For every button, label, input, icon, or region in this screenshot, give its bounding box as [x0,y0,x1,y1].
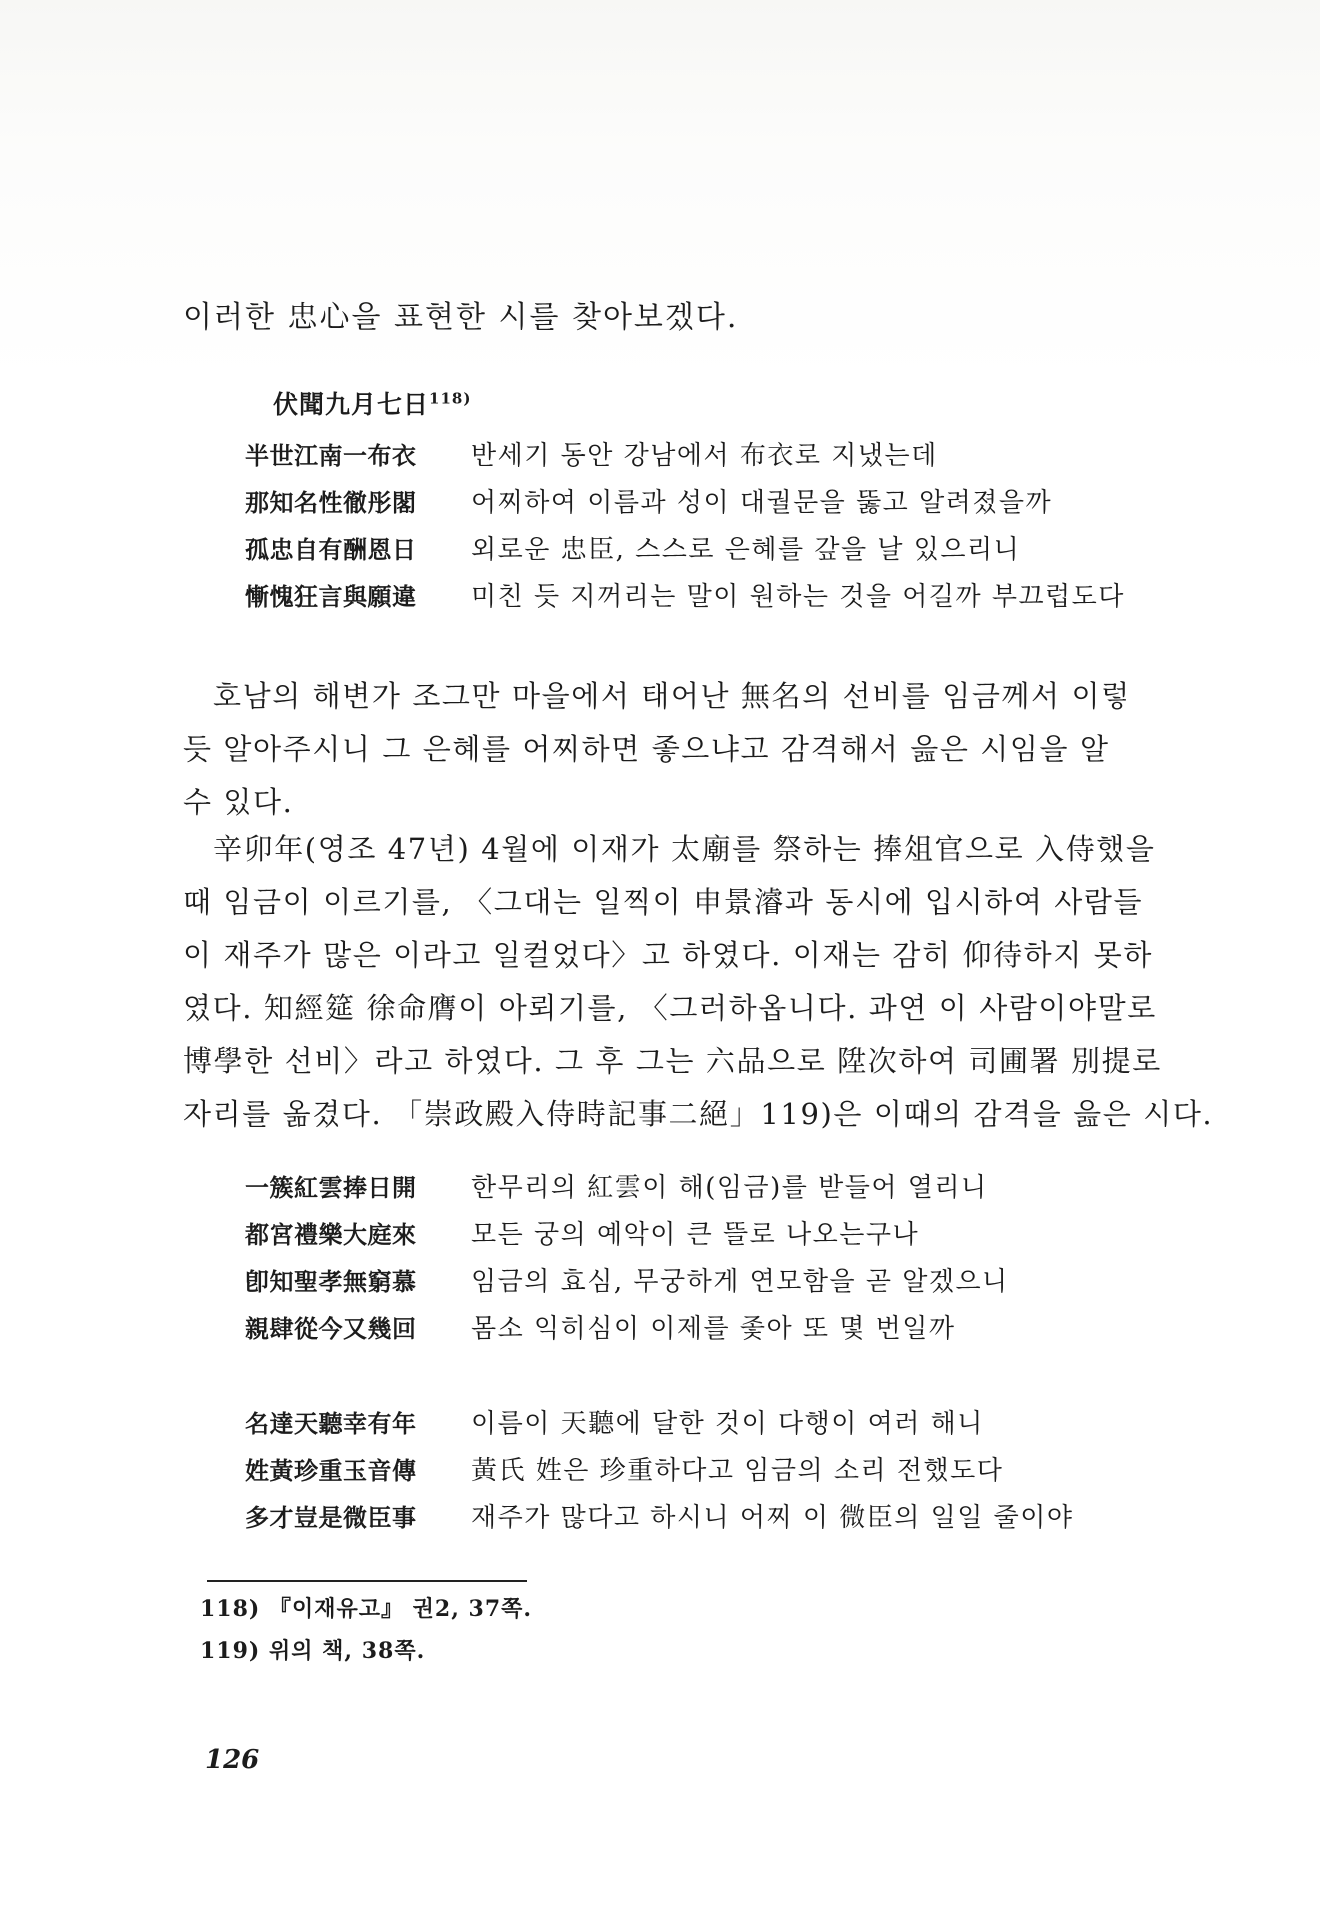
footnote-119: 119) 위의 책, 38쪽. [200,1638,426,1664]
poem-line-korean: 黃氏 姓은 珍重하다고 임금의 소리 전했도다 [471,1456,1004,1486]
poem-line-hanja: 親肆從今又幾回 [245,1314,417,1343]
poem1 [245,430,1125,618]
poem-line-korean: 몸소 익히심이 이제를 좇아 또 몇 번일까 [471,1314,956,1344]
poem3 [245,1398,1073,1539]
intro-sentence: 이러한 忠心을 표현한 시를 찾아보겠다. [183,300,739,335]
paragraph-line: 수 있다. [183,785,294,819]
poem-line-hanja: 慚愧狂言與願違 [245,582,417,611]
poem-line-korean: 모든 궁의 예악이 큰 뜰로 나오는구나 [471,1220,920,1250]
poem-line-hanja: 都宮禮樂大庭來 [245,1220,417,1249]
poem-line-korean: 재주가 많다고 하시니 어찌 이 微臣의 일일 줄이야 [471,1503,1074,1533]
poem2 [245,1162,1009,1350]
poem-line-hanja: 姓黃珍重玉音傳 [245,1456,417,1485]
paragraph-line: 호남의 해변가 조그만 마을에서 태어난 無名의 선비를 임금께서 이렇 [213,679,1131,713]
poem-line [245,1398,1073,1445]
paragraph-2 [183,823,1214,1141]
paragraph-1 [183,670,1173,829]
poem-line-hanja: 孤忠自有酬恩日 [245,535,417,564]
poem-line [245,1256,1009,1303]
poem-line-hanja: 卽知聖孝無窮慕 [245,1267,417,1296]
poem-line-hanja: 名達天聽幸有年 [245,1409,417,1438]
poem-line-hanja: 半世江南一布衣 [245,441,417,470]
poem-line [245,477,1125,524]
paragraph-line: 이 재주가 많은 이라고 일컬었다〉고 하였다. 이재는 감히 仰待하지 못하 [183,938,1153,972]
footnote-divider [207,1580,527,1582]
poem-line [245,571,1125,618]
poem-line-korean: 임금의 효심, 무궁하게 연모함을 곧 알겠으니 [471,1267,1009,1297]
poem-line [245,1445,1073,1492]
paragraph-line: 博學한 선비〉라고 하였다. 그 후 그는 六品으로 陞次하여 司圃署 別提로 [183,1044,1162,1078]
footnote-ref-118: 118) [429,389,472,408]
poem-line-hanja: 多才豈是微臣事 [245,1503,417,1532]
paragraph-line: 였다. 知經筵 徐命膺이 아뢰기를, 〈그러하옵니다. 과연 이 사람이야말로 [183,991,1157,1025]
poem-line-korean: 외로운 忠臣, 스스로 은혜를 갚을 날 있으리니 [471,535,1021,565]
poem-line [245,524,1125,571]
paragraph-line: 자리를 옮겼다. 「崇政殿入侍時記事二絕」119)은 이때의 감격을 읊은 시다. [183,1097,1214,1131]
poem-line [245,1303,1009,1350]
paragraph-line: 듯 알아주시니 그 은혜를 어찌하면 좋으냐고 감격해서 읊은 시임을 알 [183,732,1110,766]
poem-line-korean: 반세기 동안 강남에서 布衣로 지냈는데 [471,441,938,471]
poem1-title [273,385,471,421]
poem1-title-text: 伏聞九月七日 [273,390,430,419]
paragraph-line: 때 임금이 이르기를, 〈그대는 일찍이 申景濬과 동시에 입시하여 사람들 [183,885,1144,919]
poem-line-hanja: 一簇紅雲捧日開 [245,1173,417,1202]
page-number: 126 [205,1745,260,1775]
poem-line [245,1162,1009,1209]
poem-line [245,1492,1073,1539]
poem-line-korean: 한무리의 紅雲이 해(임금)를 받들어 열리니 [471,1173,988,1203]
poem-line-korean: 미친 듯 지꺼리는 말이 원하는 것을 어길까 부끄럽도다 [471,582,1125,612]
poem-line [245,430,1125,477]
paragraph-line: 辛卯年(영조 47년) 4월에 이재가 太廟를 祭하는 捧俎官으로 入侍했을 [213,832,1156,866]
poem-line-korean: 이름이 天聽에 달한 것이 다행이 여러 해니 [471,1409,984,1439]
footnote-118: 118) 『이재유고』 권2, 37쪽. [200,1596,533,1622]
poem-line-korean: 어찌하여 이름과 성이 대궐문을 뚫고 알려졌을까 [471,488,1053,518]
poem-line [245,1209,1009,1256]
poem-line-hanja: 那知名性徹彤閣 [245,488,417,517]
